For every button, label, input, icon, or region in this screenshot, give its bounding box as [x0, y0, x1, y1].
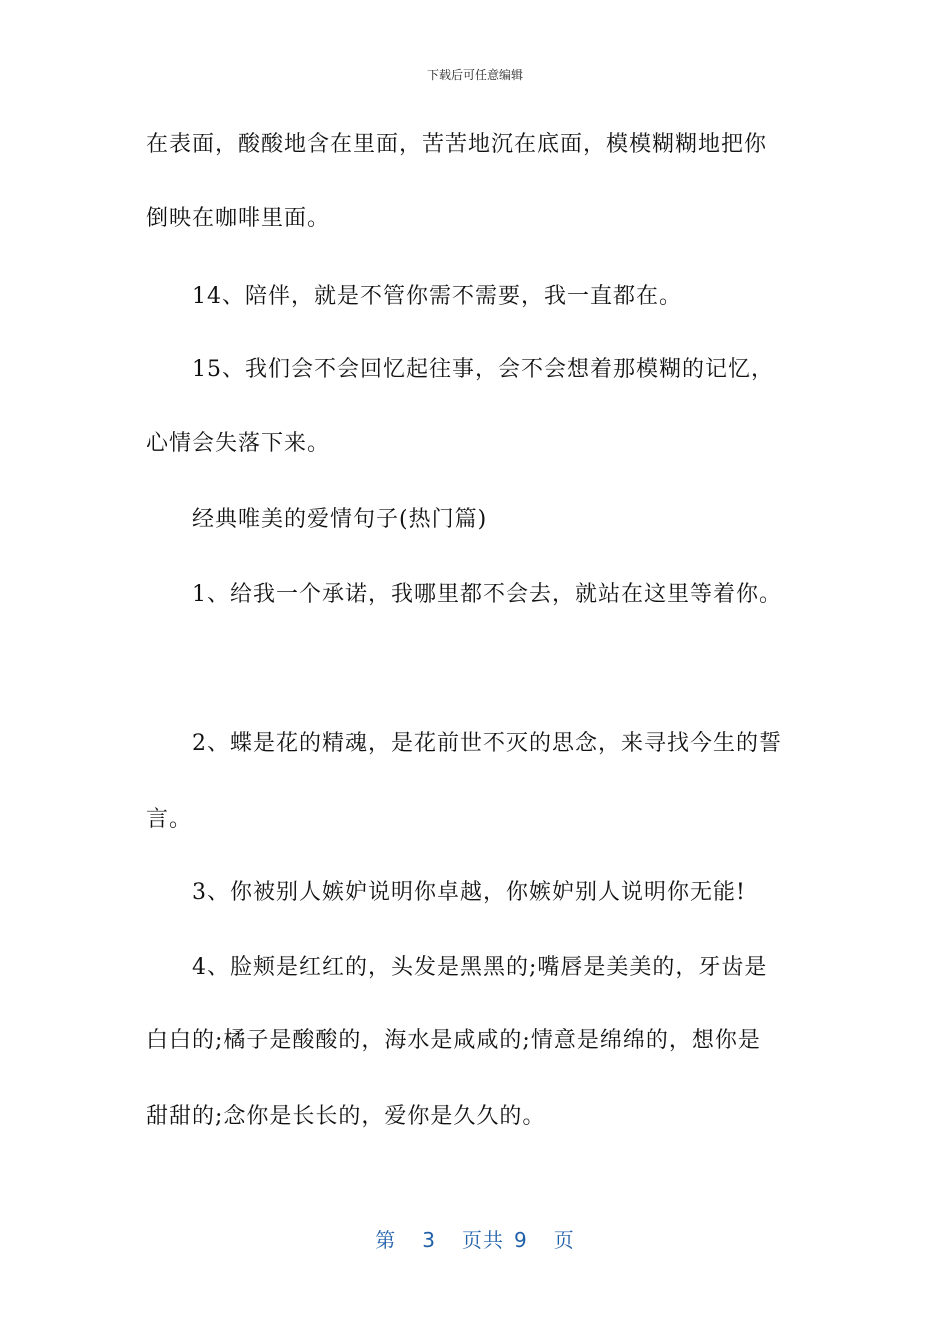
- page-total: 9: [514, 1228, 528, 1252]
- body-line-3: 14、陪伴，就是不管你需不需要，我一直都在。: [192, 284, 682, 309]
- body-line-8: 2、蝶是花的精魂，是花前世不灭的思念，来寻找今生的誓: [192, 731, 782, 756]
- body-line-4: 15、我们会不会回忆起往事，会不会想着那模糊的记忆，: [192, 357, 774, 382]
- body-line-1: 在表面，酸酸地含在里面，苦苦地沉在底面，模模糊糊地把你: [146, 132, 768, 157]
- page-footer: [0, 1224, 950, 1253]
- body-line-11: 4、脸颊是红红的，头发是黑黑的;嘴唇是美美的，牙齿是: [192, 955, 768, 980]
- body-line-2: 倒映在咖啡里面。: [146, 206, 331, 231]
- page-current: 3: [422, 1228, 436, 1252]
- page-mid: 页共: [462, 1228, 504, 1252]
- body-line-13: 甜甜的;念你是长长的，爱你是久久的。: [146, 1104, 546, 1129]
- page-prefix: 第: [375, 1228, 397, 1252]
- section-heading: 经典唯美的爱情句子(热门篇): [192, 507, 488, 532]
- page-suffix: 页: [553, 1228, 575, 1252]
- body-line-9: 言。: [146, 807, 193, 832]
- body-line-10: 3、你被别人嫉妒说明你卓越，你嫉妒别人说明你无能!: [192, 880, 746, 905]
- body-line-7: 1、给我一个承诺，我哪里都不会去，就站在这里等着你。: [192, 582, 782, 607]
- page-header-note: 下载后可任意编辑: [426, 68, 523, 82]
- body-line-12: 白白的;橘子是酸酸的，海水是咸咸的;情意是绵绵的，想你是: [146, 1028, 761, 1053]
- body-line-5: 心情会失落下来。: [146, 431, 331, 456]
